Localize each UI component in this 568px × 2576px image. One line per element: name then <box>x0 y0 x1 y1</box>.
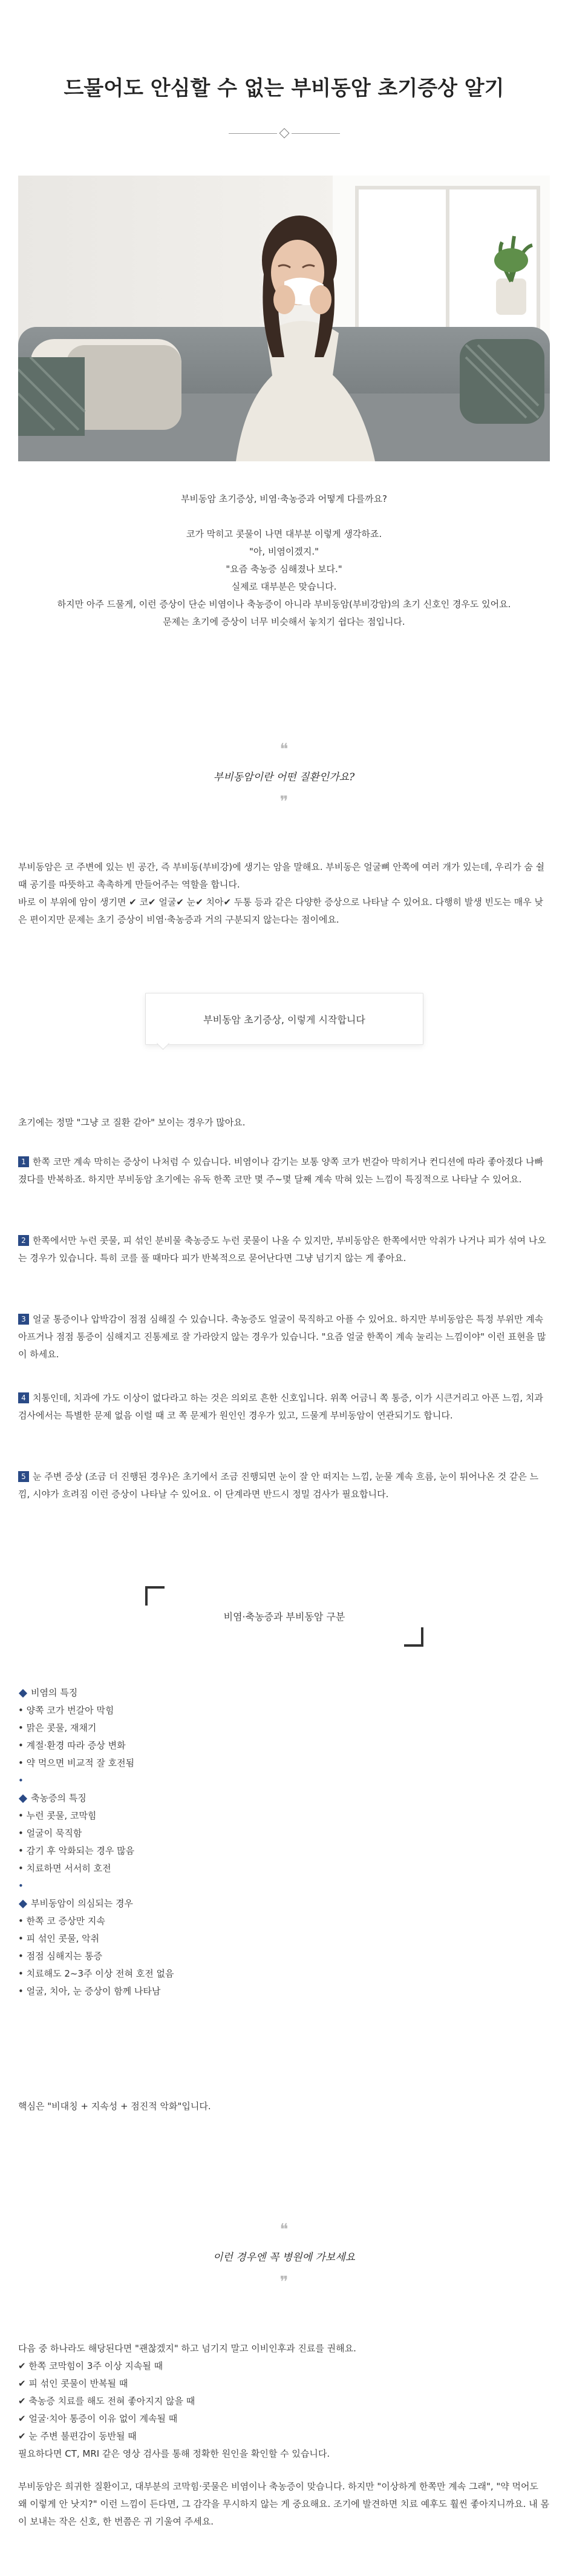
list-item: • 감기 후 악화되는 경우 많음 <box>18 1842 550 1860</box>
woman-sneezing-photo-icon <box>18 176 550 461</box>
section-heading: 부비동암이란 어떤 질환인가요? <box>213 771 355 783</box>
list-item: • 점점 심해지는 통증 <box>18 1948 550 1965</box>
intro-line: 실제로 대부분은 맞습니다. <box>231 581 337 592</box>
diamond-ornament-icon <box>279 128 289 139</box>
intro-line: "요즘 축농증 심해졌나 보다." <box>226 564 342 575</box>
list-spacer <box>18 1877 550 1895</box>
group-heading: 부비동암이 의심되는 경우 <box>18 1895 550 1912</box>
section-quote-heading <box>0 2222 568 2290</box>
title-divider <box>0 127 568 139</box>
number-badge: 4 <box>18 1392 29 1403</box>
intro-line: "아, 비염이겠지." <box>249 546 319 557</box>
bracket-corner-icon <box>145 1586 165 1606</box>
paragraph: 부비동암은 코 주변에 있는 빈 공간, 즉 부비동(부비강)에 생기는 암을 말해요. 부비동은 얼굴뼈 안쪽에 여러 개가 있는데, 우리가 숨 쉴 때 공기를 따뜻하고 촉촉하게 만들어주는 역할을 합니다. <box>18 861 545 890</box>
open-quote-icon: ❝ <box>279 2221 289 2239</box>
section-heading: 이런 경우엔 꼭 병원에 가보세요 <box>212 2252 356 2264</box>
paragraph: 초기에는 정말 "그냥 코 질환 같아" 보이는 경우가 많아요. <box>18 1117 246 1128</box>
list-item: • 얼굴, 치아, 눈 증상이 함께 나타남 <box>18 1983 550 2000</box>
list-item: • 양쪽 코가 번갈아 막힘 <box>18 1702 550 1719</box>
diamond-bullet-icon <box>19 1899 27 1908</box>
diamond-bullet-icon <box>19 1688 27 1697</box>
paragraph: 다음 중 하나라도 해당된다면 "괜찮겠지" 하고 넘기지 말고 이비인후과 진료를 권해요. <box>18 2343 356 2354</box>
number-badge: 5 <box>18 1471 29 1482</box>
number-badge: 3 <box>18 1314 29 1325</box>
page-title: 드물어도 안심할 수 없는 부비동암 초기증상 알기 <box>64 76 504 100</box>
check-item: ✔ 한쪽 코막힘이 3주 이상 지속될 때 <box>18 2360 163 2371</box>
closing-paragraph: 부비동암은 희귀한 질환이고, 대부분의 코막힘·콧물은 비염이나 축농증이 맞습니다. 하지만 "이상하게 한쪽만 계속 그래", "약 먹어도 왜 이렇게 안 낫지?" 이런 느낌이 든다면, 그 감각을 무시하지 않는 게 중요해요. 조기에 발견하면 치료 예후도 훨씬 좋아지니까요. 내 몸이 보내는 작은 신호, 한 번쯤은 귀 기울여 주세요. <box>18 2481 550 2527</box>
callout-bubble <box>145 993 423 1045</box>
intro-line: 문제는 초기에 증상이 너무 비슷해서 놓치기 쉽다는 점입니다. <box>163 616 405 627</box>
close-quote-icon: ❞ <box>279 793 289 811</box>
intro-line <box>36 508 532 525</box>
comparison-list <box>18 1684 550 2000</box>
list-item: • 맑은 콧물, 재채기 <box>18 1719 550 1737</box>
numbered-item <box>18 1311 550 1363</box>
callout-text: 부비동암 초기증상, 이렇게 시작합니다 <box>203 1013 365 1026</box>
number-badge: 1 <box>18 1156 29 1167</box>
intro-line: 부비동암 초기증상, 비염·축농증과 어떻게 다를까요? <box>181 493 387 504</box>
numbered-item-text: 치통인데, 치과에 가도 이상이 없다라고 하는 것은 의외로 흔한 신호입니다. 위쪽 어금니 쪽 통증, 이가 시큰거리고 아픈 느낌, 치과 검사에서는 특별한 문제 없음 이럴 때 코 쪽 문제가 원인인 경우가 있고, 드물게 부비동암이 연관되기도 합니다. <box>18 1392 543 1421</box>
numbered-item-text: 한쪽 코만 계속 막히는 증상이 나처럼 수 있습니다. 비염이나 감기는 보통 양쪽 코가 번갈아 막히거나 컨디션에 따라 좋아졌다 나빠졌다를 반복하죠. 하지만 부비동암 초기에는 유독 한쪽 코만 몇 주~몇 달째 계속 막혀 있는 느낌이 특징적으로 나타날 수 있어요. <box>18 1156 544 1185</box>
close-quote-icon: ❞ <box>279 2273 289 2291</box>
section-heading: 비염·축농증과 부비동암 구분 <box>223 1611 345 1622</box>
bracket-corner-icon <box>404 1627 423 1647</box>
paragraph: 바로 이 부위에 암이 생기면 ✔ 코✔ 얼굴✔ 눈✔ 치아✔ 두통 등과 같은 다양한 증상으로 나타날 수 있어요. 다행히 발생 빈도는 매우 낮은 편이지만 문제는 초기 증상이 비염·축농증과 거의 구분되지 않는다는 점이에요. <box>18 897 544 925</box>
group-heading: 비염의 특징 <box>18 1684 550 1702</box>
list-item: • 치료하면 서서히 호전 <box>18 1860 550 1877</box>
check-item: ✔ 얼굴·치아 통증이 이유 없이 계속될 때 <box>18 2413 178 2424</box>
paragraph: 필요하다면 CT, MRI 같은 영상 검사를 통해 정확한 원인을 확인할 수 있습니다. <box>18 2448 330 2459</box>
list-item: • 피 섞인 콧물, 악취 <box>18 1930 550 1948</box>
check-item: ✔ 눈 주변 불편감이 동반될 때 <box>18 2431 137 2442</box>
number-badge: 2 <box>18 1235 29 1246</box>
open-quote-icon: ❝ <box>279 740 289 759</box>
list-item: • 누런 콧물, 코막힘 <box>18 1807 550 1825</box>
list-spacer <box>18 1772 550 1790</box>
list-item: • 치료해도 2~3주 이상 전혀 호전 없음 <box>18 1965 550 1983</box>
group-heading: 축농증의 특징 <box>18 1790 550 1807</box>
numbered-item-text: 눈 주변 증상 (조금 더 진행된 경우)은 초기에서 조금 진행되면 눈이 잘 안 떠지는 느낌, 눈물 계속 흐름, 눈이 튀어나온 것 같은 느낌, 시야가 흐려짐 이런 증상이 나타날 수 있어요. 이 단계라면 반드시 정밀 검사가 필요합니다. <box>18 1471 539 1500</box>
diamond-bullet-icon <box>19 1794 27 1802</box>
numbered-item-text: 얼굴 통증이나 압박감이 점점 심해질 수 있습니다. 축농증도 얼굴이 묵직하고 아플 수 있어요. 하지만 부비동암은 특정 부위만 계속 아프거나 점점 통증이 심해지고 진통제로 잘 가라앉지 않는 경우가 있습니다. "요즘 얼굴 한쪽이 계속 눌리는 느낌이야" 이런 표현을 많이 하세요. <box>18 1314 546 1360</box>
numbered-item <box>18 1468 550 1503</box>
numbered-item <box>18 1232 550 1267</box>
intro-line: 하지만 아주 드물게, 이런 증상이 단순 비염이나 축농증이 아니라 부비동암(부비강암)의 초기 신호인 경우도 있어요. <box>57 599 511 610</box>
numbered-item <box>18 1153 550 1188</box>
check-item: ✔ 축농증 치료를 해도 전혀 좋아지지 않을 때 <box>18 2396 195 2406</box>
intro-text <box>36 490 532 631</box>
list-item: • 한쪽 코 증상만 지속 <box>18 1912 550 1930</box>
check-item: ✔ 피 섞인 콧물이 반복될 때 <box>18 2378 128 2389</box>
checklist <box>18 2340 550 2463</box>
list-item: • 계절·환경 따라 증상 변화 <box>18 1737 550 1754</box>
section-quote-heading <box>0 742 568 810</box>
numbered-item-text: 한쪽에서만 누런 콧물, 피 섞인 분비물 축농증도 누런 콧물이 나올 수 있지만, 부비동암은 한쪽에서만 악취가 나거나 피가 섞여 나오는 경우가 있습니다. 특히 코를 풀 때마다 피가 반복적으로 묻어난다면 그냥 넘기지 않는 게 좋아요. <box>18 1235 546 1263</box>
list-item: • 얼굴이 묵직함 <box>18 1825 550 1842</box>
list-item: • 약 먹으면 비교적 잘 호전됨 <box>18 1754 550 1772</box>
bracket-heading <box>145 1586 423 1647</box>
intro-line: 코가 막히고 콧물이 나면 대부분 이렇게 생각하죠. <box>186 529 382 539</box>
hero-image <box>18 176 550 461</box>
numbered-item <box>18 1389 550 1425</box>
summary-line: 핵심은 "비대칭 + 지속성 + 점진적 악화"입니다. <box>18 2101 211 2112</box>
